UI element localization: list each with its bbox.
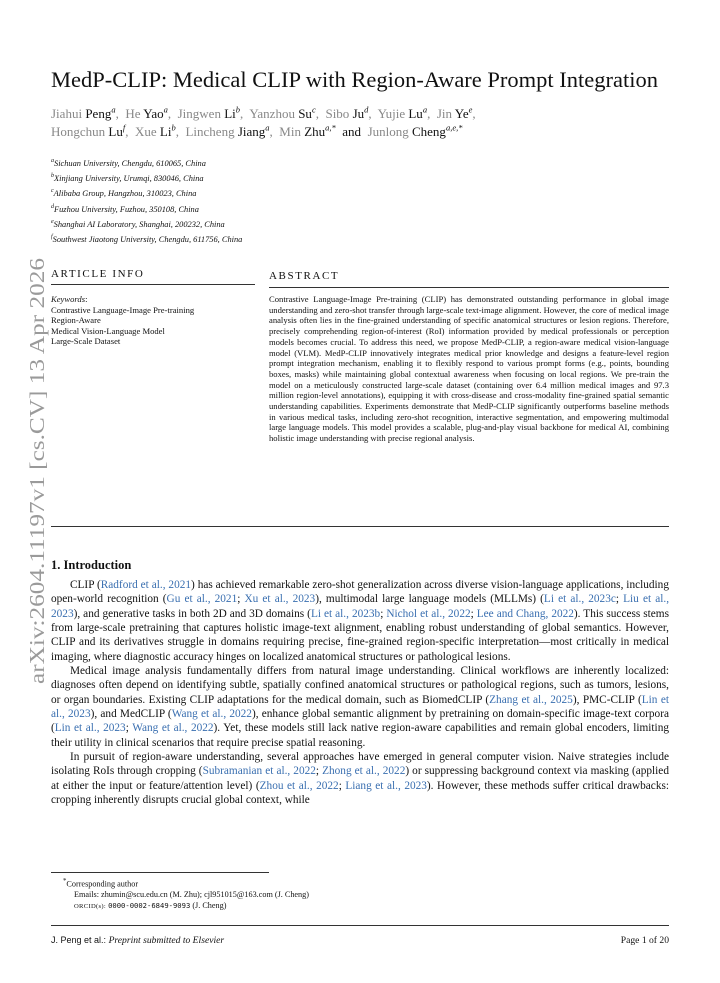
author-surname: Yao (143, 106, 164, 121)
author-affiliation-mark: c (311, 104, 316, 115)
body-text-run: ), and MedCLIP ( (90, 708, 172, 721)
author-name (368, 124, 463, 139)
abstract-rule (269, 287, 669, 288)
author-name (437, 106, 473, 121)
body-text-run: ; (380, 607, 387, 620)
footer-author: J. Peng et al.: (51, 935, 107, 945)
author-affiliation-mark: a (265, 122, 270, 133)
footnote-emails: Emails: zhumin@scu.edu.cn (M. Zhu); cjl951015@163.com (J. Cheng) (74, 890, 309, 900)
page-number: Page 1 of 20 (620, 935, 669, 946)
affiliation-mark: e (51, 219, 54, 226)
body-text-run: ; (470, 607, 477, 620)
body-text-run: ), and generative tasks in both 2D and 3D domains ( (73, 607, 311, 620)
orcid-id: 0000-0002-6849-9093 (108, 900, 191, 910)
corresponding-author-label: Corresponding author (66, 879, 139, 889)
body-paragraph (51, 750, 669, 807)
arxiv-stamp-text: arXiv:2604.11197v1 [cs.CV] 13 Apr 2026 (25, 321, 49, 684)
body-text-run: ). However, these methods suffer critical drawbacks: cropping inherently disrupts crucial global context, while (51, 779, 669, 807)
page-footer (51, 935, 669, 946)
author-surname: Ju (352, 106, 365, 121)
author-surname: Cheng (411, 123, 446, 139)
author-given-name: Yujie (377, 106, 406, 121)
keyword: Region-Aware (51, 315, 101, 326)
affiliation-text: Sichuan University, Chengdu, 610065, China (54, 159, 206, 168)
body-text-run: ; (237, 593, 245, 606)
author-surname: Lu (408, 106, 423, 121)
body-text-run: Medical image analysis fundamentally differs from natural image understanding. Clinical workflows are inherently localized: diagnoses often depend on identifying subtle, spatially confined anatomical structures or pathological regions, such as tumors, lesions, or organ boundaries. Existing CLIP adaptations for the medical domain, such as BiomedCLIP ( (51, 665, 669, 706)
citation-link[interactable]: Lee and Chang, 2022 (476, 607, 574, 620)
citation-link[interactable]: Wang et al., 2022 (171, 708, 252, 721)
author-surname: Ye (454, 106, 469, 121)
body-text-run: CLIP ( (70, 579, 101, 591)
author-affiliation-mark: b (171, 122, 176, 133)
affiliation-text: Xinjiang University, Urumqi, 830046, China (54, 174, 204, 184)
body-text-run: ) or suppressing background context via masking (applied at either the input or feature/attention level) ( (51, 765, 669, 792)
affiliation-mark: b (51, 173, 54, 180)
author-given-name: He (125, 106, 141, 121)
author-name (51, 106, 116, 121)
author-surname: Lu (108, 123, 123, 139)
article-info-rule (51, 284, 255, 285)
author-surname: Zhu (304, 123, 326, 139)
citation-link[interactable]: Xu et al., 2023 (244, 593, 316, 606)
body-paragraph (51, 664, 669, 750)
body-text-run: ), multimodal large language models (MLLMs) ( (315, 593, 544, 606)
affiliation (51, 171, 451, 186)
footer-journal: Preprint submitted to Elsevier (108, 935, 225, 946)
author-and: and (342, 123, 362, 139)
author-affiliation-mark: f (122, 122, 126, 133)
citation-link[interactable]: Liu et al., 2023 (51, 593, 670, 620)
author-given-name: Jin (436, 106, 452, 121)
author-name (125, 106, 168, 121)
author-name (249, 106, 315, 121)
affiliation-text: Alibaba Group, Hangzhou, 310023, China (53, 189, 197, 199)
author-affiliation-mark: a (422, 104, 428, 115)
abstract-bottom-rule (51, 526, 669, 527)
body-text-run: ; (615, 593, 624, 606)
keywords-label: Keywords (51, 294, 86, 304)
article-info-heading: ARTICLE INFO (51, 268, 145, 280)
keyword: Medical Vision-Language Model (51, 325, 165, 336)
author-given-name: Xue (135, 123, 157, 139)
citation-link[interactable]: Liang et al., 2023 (345, 779, 427, 792)
body-text-run: In pursuit of region-aware understanding, several approaches have emerged in general computer vision. Naive strategies include isolating RoIs through cropping ( (51, 751, 669, 778)
citation-link[interactable]: Lin et al., 2023 (51, 693, 669, 721)
author-surname: Li (159, 123, 172, 139)
affiliation-text: Fuzhou University, Fuzhou, 350108, China (54, 204, 199, 214)
citation-link[interactable]: Lin et al., 2023 (54, 722, 126, 735)
citation-link[interactable]: Zhou et al., 2022 (259, 779, 339, 792)
keywords-list (51, 305, 266, 347)
orcid-label: ORCID(s): (74, 902, 107, 910)
affiliation (51, 186, 451, 201)
orcid-owner: (J. Cheng) (192, 900, 227, 910)
author-surname: Peng (85, 106, 112, 121)
author-name (178, 106, 240, 121)
citation-link[interactable]: Nichol et al., 2022 (386, 607, 471, 620)
keyword: Contrastive Language-Image Pre-training (51, 304, 195, 315)
citation-link[interactable]: Li et al., 2023c (543, 593, 616, 606)
citation-link[interactable]: Wang et al., 2022 (132, 722, 214, 735)
citation-link[interactable]: Zhang et al., 2025 (489, 693, 573, 706)
keywords-block: Keywords: Contrastive Language-Image Pre-training Region-Aware Medical Vision-Language Model Large-Scale Dataset (51, 294, 266, 347)
citation-link[interactable]: Zhong et al., 2022 (322, 765, 406, 778)
author-affiliation-mark: a (111, 104, 116, 115)
body-text-run: ; (338, 779, 346, 792)
author-given-name: Lincheng (185, 123, 235, 139)
body-text-run: ). This success stems from large-scale pretraining that captures holistic image-text alignment, enabling robust understanding of global semantics. However, CLIP and its derivatives struggle in domains requiring precise, fine-grained region-specific interpretation—most critically in medical imaging, where diagnostic accuracy hinges on localized anatomical structures or pathological lesions. (51, 607, 669, 663)
author-name (378, 106, 427, 121)
affiliation (51, 232, 451, 247)
citation-link[interactable]: Li et al., 2023b (310, 607, 381, 620)
body-text-run: ), enhance global semantic alignment by pretraining on domain-specific image-text corpora ( (51, 708, 669, 735)
citation-link[interactable]: Gu et al., 2021 (166, 593, 238, 606)
paper-title: MedP-CLIP: Medical CLIP with Region-Aware Prompt Integration (51, 67, 659, 92)
footnote-mark: * (63, 878, 67, 885)
affiliation-mark: d (51, 203, 54, 210)
footer-rule (51, 925, 669, 926)
affiliation-text: Southwest Jiaotong University, Chengdu, 611756, China (52, 235, 243, 245)
author-given-name: Jingwen (177, 106, 221, 121)
introduction-body (51, 578, 669, 808)
affiliation-mark: f (51, 234, 53, 241)
author-name (51, 124, 125, 139)
author-surname: Su (298, 106, 312, 121)
body-paragraph (51, 578, 669, 664)
author-given-name: Yanzhou (249, 106, 295, 121)
body-text-run: ; (125, 722, 133, 735)
author-given-name: Min (279, 123, 301, 139)
affiliation-text: Shanghai AI Laboratory, Shanghai, 200232, China (53, 219, 225, 229)
author-given-name: Jiahui (51, 106, 83, 121)
citation-link[interactable]: Radford et al., 2021 (100, 579, 192, 591)
author-affiliation-mark: b (235, 104, 241, 115)
author-name (279, 124, 336, 139)
author-given-name: Sibo (325, 106, 350, 121)
author-affiliation-mark: d (364, 104, 369, 115)
affiliation-mark: a (51, 158, 54, 165)
body-text-run: ; (315, 765, 323, 778)
section-heading-introduction: 1. Introduction (51, 558, 132, 572)
author-list: Jiahui Peng$^a$, He Yao$^a$, Jingwen Li$^b$, Yanzhou Su$^c$, Sibo Ju$^d$, Yujie Lu$^a$, Jin Ye$^e$, Hongchun Lu$^f$, Xue Li$^b$, Lincheng Jiang$^a$, Min Zhu$^{a,*}$ and Junlong Cheng$^{a,e,*}$ (51, 104, 476, 139)
citation-link[interactable]: Subramanian et al., 2022 (202, 765, 316, 778)
author-given-name: Junlong (367, 123, 409, 139)
author-name (185, 124, 269, 139)
affiliation (51, 202, 451, 217)
abstract-text: Contrastive Language-Image Pre-training (CLIP) has demonstrated outstanding performance in global image understanding and zero-shot transfer through large-scale text-image alignment. However, the core of medical image analysis often lies in the fine-grained understanding of specific anatomical structures or lesion regions. Therefore, precisely comprehending region-of-interest (RoI) information provided by medical professionals or perception models becomes crucial. To address this need, we propose MedP-CLIP, a region-aware medical vision-language model (VLM). MedP-CLIP innovatively integrates medical prior knowledge and designs a feature-level region prompt integration mechanism, enabling it to flexibly respond to various prompt forms (e.g., points, bounding boxes, masks) while maintaining global contextual awareness when focusing on local regions. We pre-train the model on a meticulously constructed large-scale dataset (containing over 6.4 million medical images and 97.3 million region-level annotations), equipping it with cross-disease and cross-modality fine-grained spatial semantic understanding capabilities. Experiments demonstrate that MedP-CLIP significantly outperforms baseline methods in various medical tasks, including zero-shot recognition, interactive segmentation, and empowering multimodal large language models. This model provides a scalable, plug-and-play visual backbone for medical AI, combining holistic image understanding with precise regional analysis. (269, 294, 669, 444)
body-text-run: ). Yet, these models still lack native region-aware capabilities and remain global encoders, limiting their utility in clinical scenarios that require precise spatial reasoning. (51, 722, 669, 749)
keyword: Large-Scale Dataset (51, 336, 121, 347)
author-surname: Li (224, 106, 236, 121)
author-affiliation-mark: e (468, 104, 473, 115)
footnote (63, 877, 483, 912)
author-affiliation-mark: a,e,* (445, 122, 463, 133)
author-affiliation-mark: a (163, 104, 168, 115)
author-name (135, 124, 176, 139)
author-name (325, 106, 368, 121)
footnote-rule (51, 872, 269, 873)
body-text-run: ) has achieved remarkable zero-shot generalization across diverse vision-language applications, including open-world recognition ( (51, 579, 669, 606)
author-surname: Jiang (237, 123, 266, 139)
affiliation (51, 156, 451, 171)
author-given-name: Hongchun (51, 123, 106, 139)
affiliation-list (51, 156, 451, 247)
abstract-heading: ABSTRACT (269, 270, 340, 282)
affiliation (51, 217, 451, 232)
author-affiliation-mark: a,* (325, 122, 336, 133)
body-text-run: ), PMC-CLIP ( (572, 693, 642, 706)
affiliation-mark: c (51, 188, 54, 195)
